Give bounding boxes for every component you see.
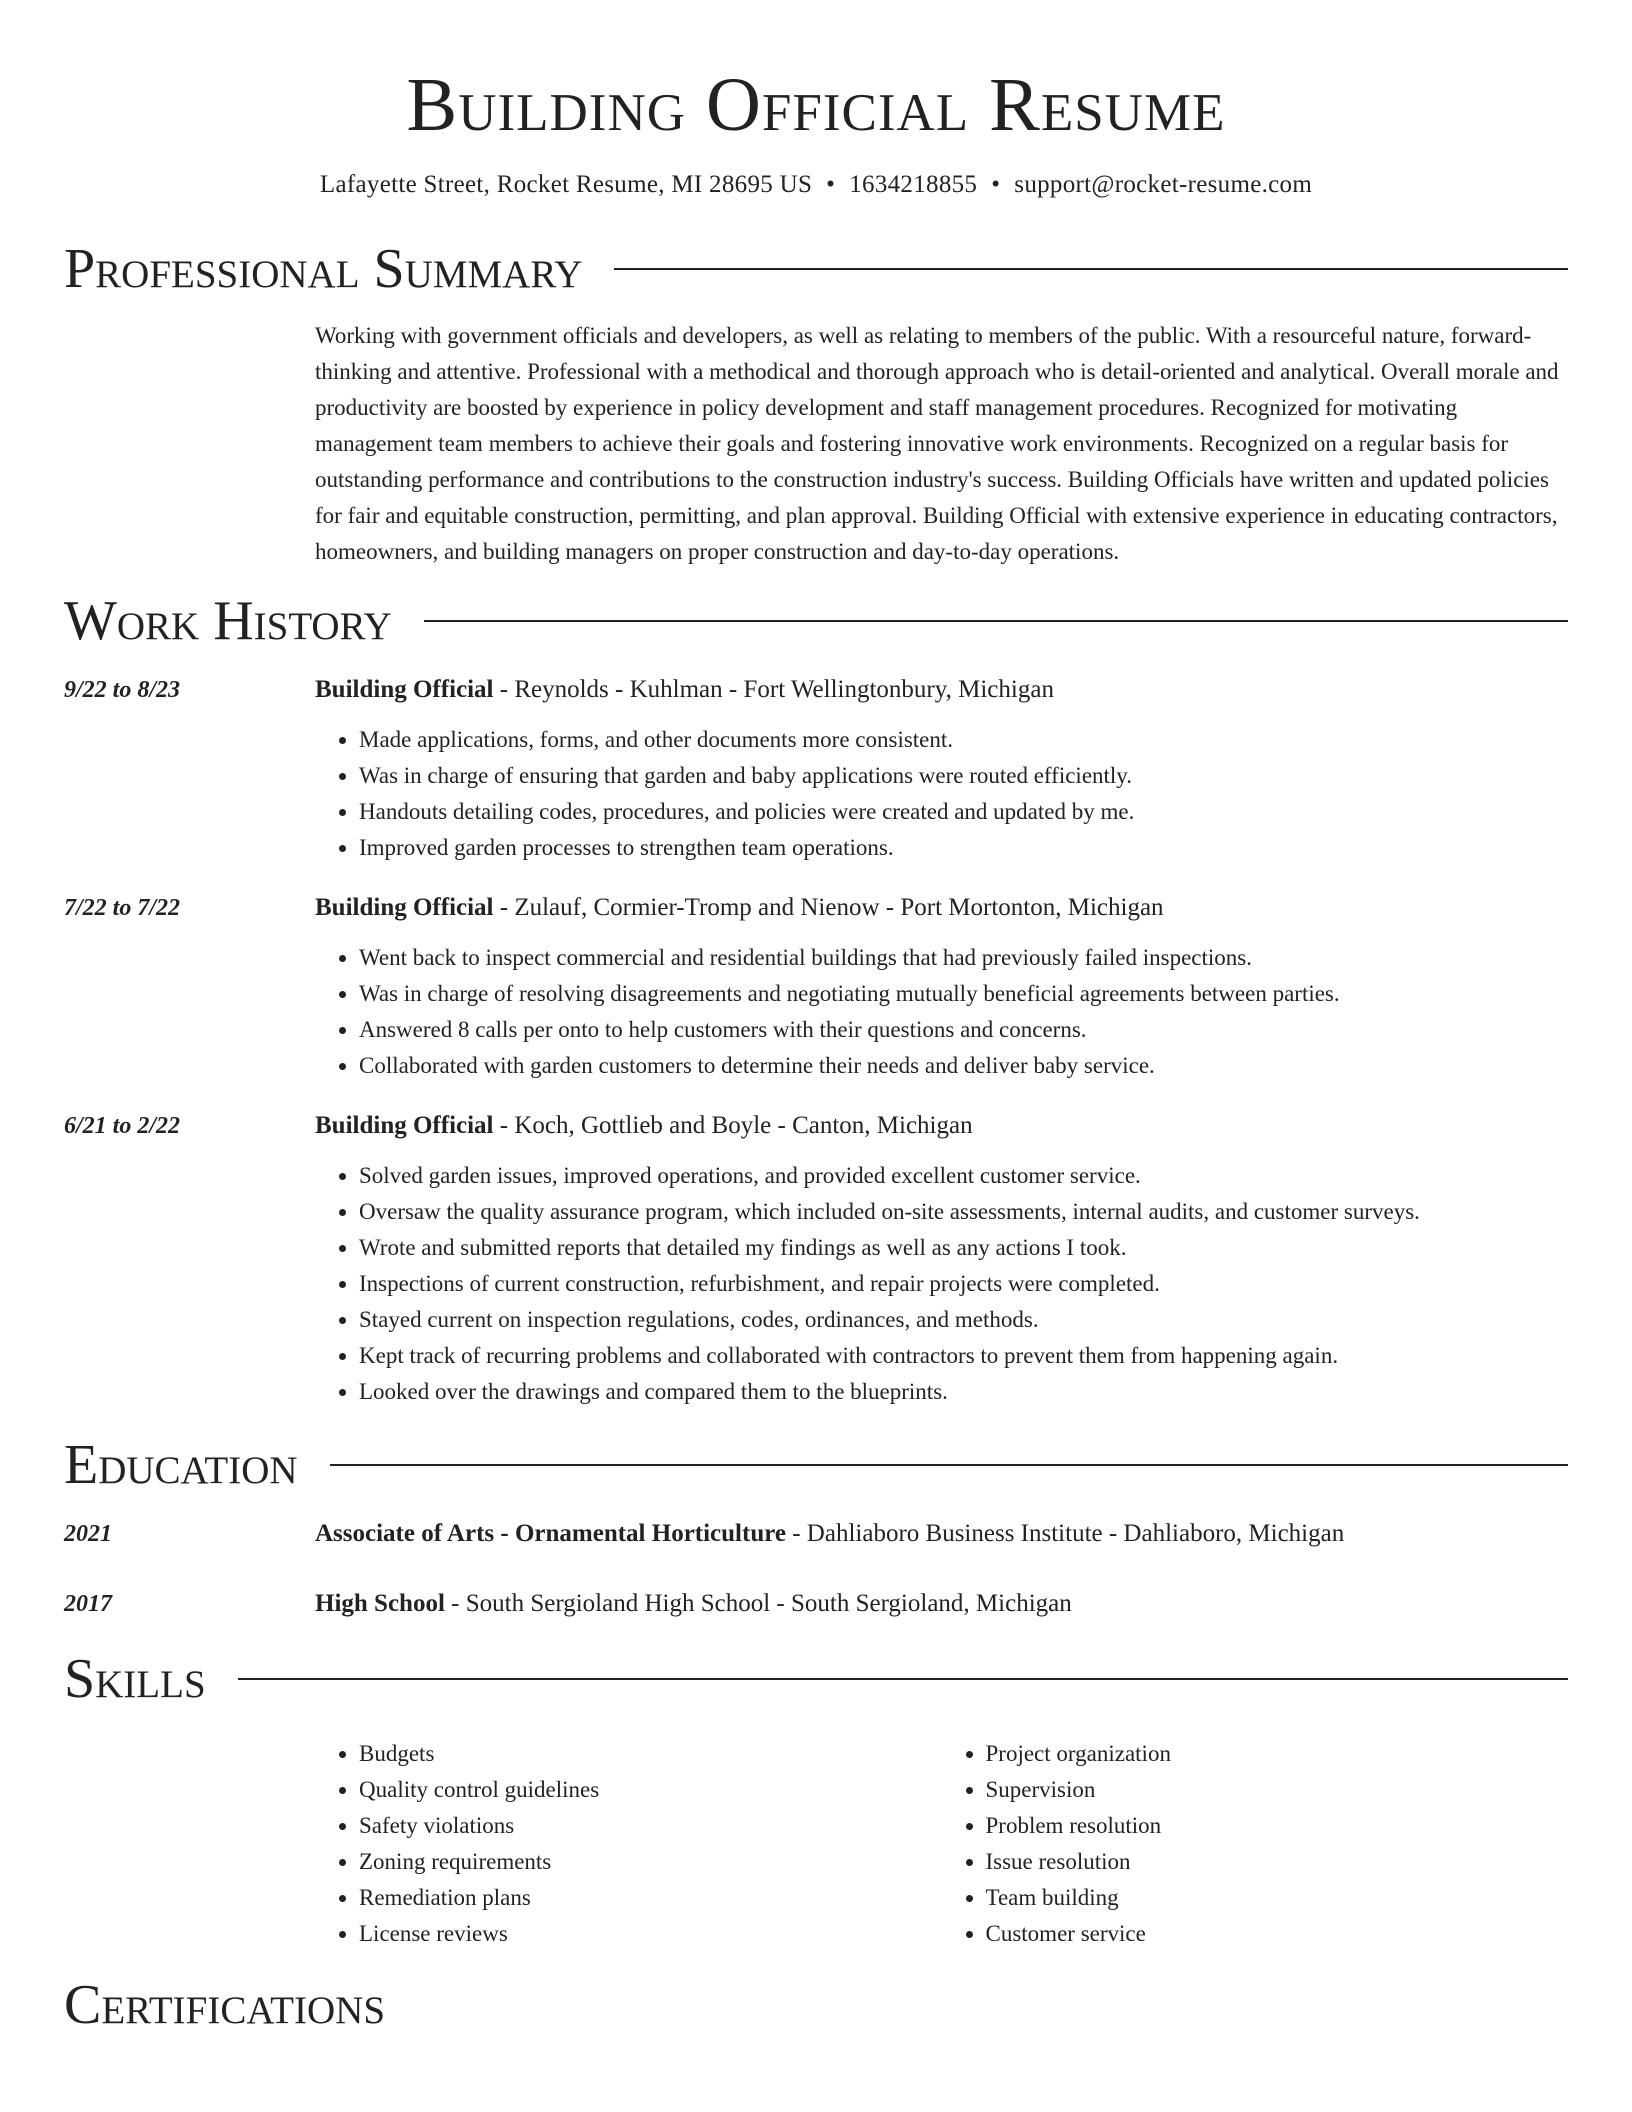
skill-item: • Remediation plans	[359, 1880, 942, 1916]
job-bullet: • Solved garden issues, improved operations, and provided excellent customer service.	[359, 1158, 1568, 1194]
skill-item: • License reviews	[359, 1916, 942, 1952]
job-body	[315, 1108, 1568, 1410]
job-details: - Koch, Gottlieb and Boyle - Canton, Michigan	[493, 1112, 973, 1139]
education-body	[315, 1586, 1568, 1622]
skills-grid	[315, 1736, 1568, 1952]
job-bullet: • Looked over the drawings and compared them to the blueprints.	[359, 1374, 1568, 1410]
job-bullets	[315, 722, 1568, 866]
job-heading	[315, 1108, 1568, 1144]
summary-section-header	[64, 238, 1568, 300]
education-heading-line	[315, 1516, 1568, 1552]
education-entry	[64, 1516, 1568, 1552]
work-section-header	[64, 590, 1568, 652]
job-heading	[315, 890, 1568, 926]
job-details: - Zulauf, Cormier-Tromp and Nienow - Port Mortonton, Michigan	[493, 894, 1164, 921]
section-divider	[424, 620, 1568, 622]
job-body	[315, 890, 1568, 1084]
contact-address: Lafayette Street, Rocket Resume, MI 28695 US	[319, 171, 813, 198]
contact-line	[64, 168, 1568, 202]
job-bullet: • Handouts detailing codes, procedures, and policies were created and updated by me.	[359, 794, 1568, 830]
certifications-heading: Certifications	[64, 1974, 386, 2036]
job-heading	[315, 672, 1568, 708]
job-body	[315, 672, 1568, 866]
job-bullet: • Made applications, forms, and other documents more consistent.	[359, 722, 1568, 758]
skill-item: • Issue resolution	[986, 1844, 1569, 1880]
skill-item: • Zoning requirements	[359, 1844, 942, 1880]
summary-heading: Professional Summary	[64, 238, 583, 300]
resume-page	[64, 0, 1568, 2036]
education-body	[315, 1516, 1568, 1552]
education-entry	[64, 1586, 1568, 1622]
job-dates: 6/21 to 2/22	[64, 1113, 181, 1139]
section-divider	[238, 1678, 1568, 1680]
job-bullet: • Was in charge of resolving disagreements and negotiating mutually beneficial agreements between parties.	[359, 976, 1568, 1012]
job-bullet: • Collaborated with garden customers to determine their needs and deliver baby service.	[359, 1048, 1568, 1084]
job-bullet: • Wrote and submitted reports that detailed my findings as well as any actions I took.	[359, 1230, 1568, 1266]
job-title: Building Official	[315, 1112, 494, 1139]
contact-separator: •	[991, 171, 1001, 198]
contact-separator: •	[826, 171, 836, 198]
section-divider	[330, 1464, 1568, 1466]
education-section-header	[64, 1434, 1568, 1496]
education-heading: Education	[64, 1434, 298, 1496]
skills-section-header	[64, 1648, 1568, 1710]
contact-email: support@rocket-resume.com	[1014, 171, 1313, 198]
education-year: 2017	[64, 1591, 112, 1617]
job-entry	[64, 890, 1568, 1084]
skill-item: • Quality control guidelines	[359, 1772, 942, 1808]
resume-title: Building Official Resume	[406, 63, 1226, 147]
skill-item: • Supervision	[986, 1772, 1569, 1808]
job-bullets	[315, 1158, 1568, 1410]
job-entry	[64, 1108, 1568, 1410]
job-dates: 9/22 to 8/23	[64, 677, 181, 703]
certifications-section-header	[64, 1974, 1568, 2036]
skills-heading: Skills	[64, 1648, 206, 1710]
skills-left-column	[315, 1736, 942, 1952]
skill-item: • Project organization	[986, 1736, 1569, 1772]
skill-item: • Problem resolution	[986, 1808, 1569, 1844]
education-details: - Dahliaboro Business Institute - Dahliaboro, Michigan	[785, 1520, 1345, 1547]
skill-item: • Budgets	[359, 1736, 942, 1772]
job-entry	[64, 672, 1568, 866]
job-title: Building Official	[315, 676, 494, 703]
section-divider	[614, 268, 1568, 270]
skill-item: • Team building	[986, 1880, 1569, 1916]
work-heading: Work History	[64, 590, 392, 652]
education-year: 2021	[64, 1521, 112, 1547]
job-bullet: • Oversaw the quality assurance program, which included on-site assessments, internal audits, and customer surveys.	[359, 1194, 1568, 1230]
job-bullet: • Inspections of current construction, refurbishment, and repair projects were completed.	[359, 1266, 1568, 1302]
job-bullets	[315, 940, 1568, 1084]
summary-text: Working with government officials and developers, as well as relating to members of the public. With a resourceful nature, forward-thinking and attentive. Professional with a methodical and thorough approach who is detail-oriented and analytical. Overall morale and productivity are boosted by experience in policy development and staff management procedures. Recognized for motivating management team members to achieve their goals and fostering innovative work environments. Recognized on a regular basis for outstanding performance and contributions to the construction industry's success. Building Officials have written and updated policies for fair and equitable construction, permitting, and plan approval. Building Official with extensive experience in educating contractors, homeowners, and building managers on proper construction and day-to-day operations.	[315, 323, 1559, 564]
job-bullet: • Was in charge of ensuring that garden and baby applications were routed efficiently.	[359, 758, 1568, 794]
contact-phone: 1634218855	[849, 171, 978, 198]
education-degree: Associate of Arts - Ornamental Horticulture	[315, 1520, 786, 1547]
skill-item: • Safety violations	[359, 1808, 942, 1844]
job-bullet: • Kept track of recurring problems and collaborated with contractors to prevent them from happening again.	[359, 1338, 1568, 1374]
job-bullet: • Answered 8 calls per onto to help customers with their questions and concerns.	[359, 1012, 1568, 1048]
job-title: Building Official	[315, 894, 494, 921]
job-dates: 7/22 to 7/22	[64, 895, 181, 921]
job-bullet: • Went back to inspect commercial and residential buildings that had previously failed inspections.	[359, 940, 1568, 976]
job-details: - Reynolds - Kuhlman - Fort Wellingtonbury, Michigan	[493, 676, 1054, 703]
job-bullet: • Improved garden processes to strengthen team operations.	[359, 830, 1568, 866]
education-degree: High School	[315, 1590, 445, 1617]
skills-right-column	[942, 1736, 1569, 1952]
education-details: - South Sergioland High School - South Sergioland, Michigan	[444, 1590, 1072, 1617]
education-heading-line	[315, 1586, 1568, 1622]
job-bullet: • Stayed current on inspection regulations, codes, ordinances, and methods.	[359, 1302, 1568, 1338]
skill-item: • Customer service	[986, 1916, 1569, 1952]
